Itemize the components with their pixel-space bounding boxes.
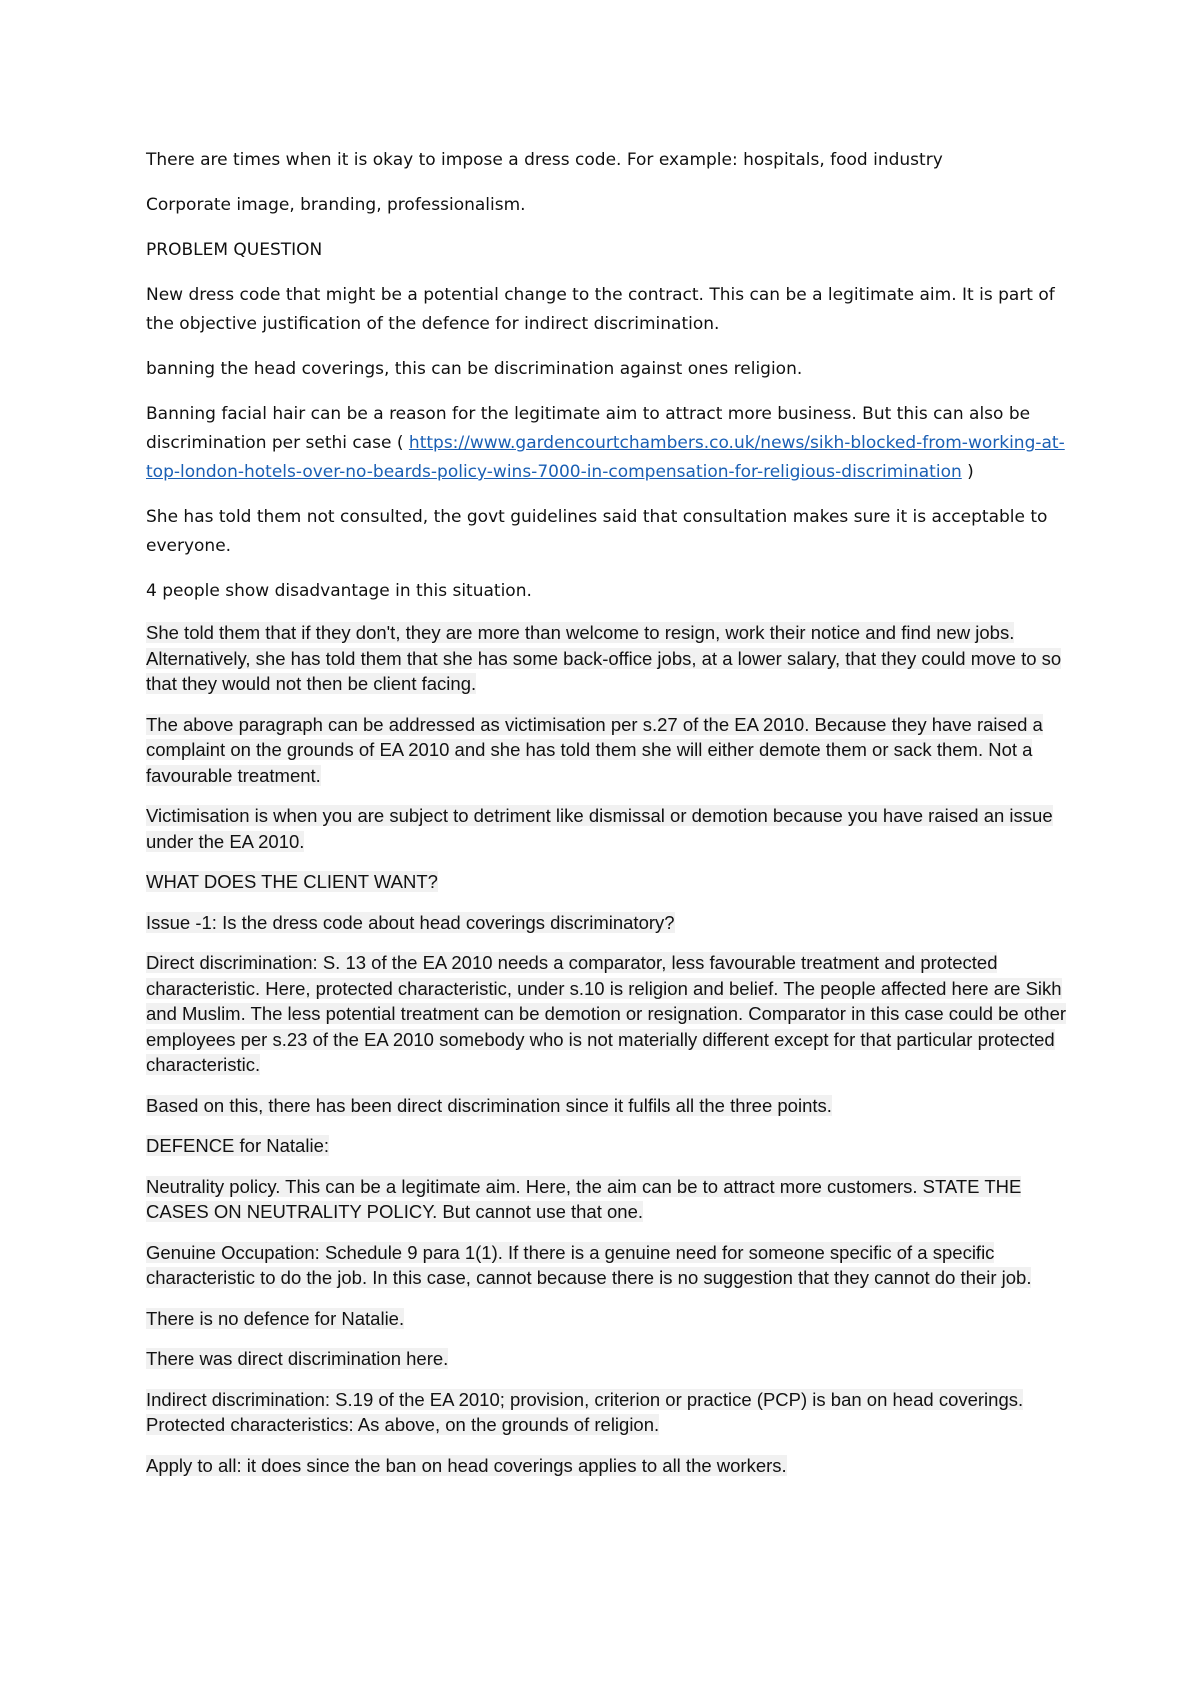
paragraph-genuine-occupation xyxy=(146,1240,1066,1291)
resign-option-text: She told them that if they don't, they are more than welcome to resign, work their notice and find new jobs. Alternatively, she has told them that she has some back-office jobs, at a lower salary, that they could move to so that they would not then be client facing. xyxy=(146,622,1062,694)
neutrality-policy-text: Neutrality policy. This can be a legitimate aim. Here, the aim can be to attract more customers. STATE THE CASES ON NEUTRALITY POLICY. But cannot use that one. xyxy=(146,1175,1022,1222)
apply-to-all-text: Apply to all: it does since the ban on head coverings applies to all the workers. xyxy=(146,1454,787,1476)
direct-discrimination-here-text: There was direct discrimination here. xyxy=(146,1348,449,1369)
heading-defence xyxy=(146,1133,1066,1159)
facial-hair-text: Banning facial hair can be a reason for the legitimate aim to attract more business. But this can also be discrimination per sethi case ( xyxy=(146,404,1031,453)
defence-heading-text: DEFENCE for Natalie: xyxy=(146,1135,329,1156)
paragraph-resign-option xyxy=(146,620,1066,697)
document-body xyxy=(146,146,1066,1478)
paragraph-corporate-image: Corporate image, branding, professionalism. xyxy=(146,195,526,215)
genuine-occupation-text: Genuine Occupation: Schedule 9 para 1(1). If there is a genuine need for someone specific of a specific characteristic to do the job. In this case, cannot because there is no suggestion that they cannot do their job. xyxy=(146,1241,1032,1288)
no-defence-text: There is no defence for Natalie. xyxy=(146,1307,405,1329)
facial-hair-closing: ) xyxy=(961,462,974,482)
direct-conclusion-text: Based on this, there has been direct discrimination since it fulfils all the three points. xyxy=(146,1094,832,1116)
direct-discrimination-text: Direct discrimination: S. 13 of the EA 2010 needs a comparator, less favourable treatment and protected characteristic. Here, protected characteristic, under s.10 is religion and belief. The people affected here are Sikh and Muslim. The less potential treatment can be demotion or resignation. Comparator in this case could be other employees per s.23 of the EA 2010 somebody who is not materially different except for that particular protected characteristic. xyxy=(146,952,1067,1075)
paragraph-not-consulted: She has told them not consulted, the govt guidelines said that consultation makes sure it is acceptable to everyone. xyxy=(146,507,1048,556)
issue-1-text: Issue -1: Is the dress code about head coverings discriminatory? xyxy=(146,911,675,933)
paragraph-victimisation-s27 xyxy=(146,712,1066,789)
paragraph-disadvantage: 4 people show disadvantage in this situation. xyxy=(146,581,532,601)
paragraph-facial-hair xyxy=(146,400,1066,487)
victimisation-definition-text: Victimisation is when you are subject to detriment like dismissal or demotion because you have raised an issue under the EA 2010. xyxy=(146,805,1053,852)
paragraph-dress-code-intro: There are times when it is okay to impose a dress code. For example: hospitals, food industry xyxy=(146,150,943,170)
paragraph-indirect-discrimination xyxy=(146,1387,1066,1438)
paragraph-victimisation-definition xyxy=(146,803,1066,854)
heading-issue-1 xyxy=(146,910,1066,936)
paragraph-apply-to-all xyxy=(146,1453,1066,1479)
paragraph-no-defence xyxy=(146,1306,1066,1332)
heading-problem-question: PROBLEM QUESTION xyxy=(146,240,323,260)
victimisation-s27-text: The above paragraph can be addressed as victimisation per s.27 of the EA 2010. Because they have raised a complaint on the grounds of EA 2010 and she has told them she will either demote them or sack them. Not a favourable treatment. xyxy=(146,713,1043,786)
indirect-discrimination-text: Indirect discrimination: S.19 of the EA 2010; provision, criterion or practice (PCP) is ban on head coverings. Protected characteristics: As above, on the grounds of religion. xyxy=(146,1388,1024,1435)
paragraph-new-dress-code: New dress code that might be a potential change to the contract. This can be a legitimate aim. It is part of the objective justification of the defence for indirect discrimination. xyxy=(146,285,1055,334)
paragraph-direct-discrimination-here xyxy=(146,1346,1066,1372)
paragraph-neutrality-policy xyxy=(146,1174,1066,1225)
heading-client-want xyxy=(146,869,1066,895)
paragraph-direct-conclusion xyxy=(146,1093,1066,1119)
sethi-case-link[interactable]: https://www.gardencourtchambers.co.uk/news/sikh-blocked-from-working-at-top-london-hotels-over-no-beards-policy-wins-7000-in-compensation-for-religious-discrimination xyxy=(146,433,1065,482)
client-want-text: WHAT DOES THE CLIENT WANT? xyxy=(146,871,438,892)
paragraph-head-coverings: banning the head coverings, this can be discrimination against ones religion. xyxy=(146,359,803,379)
paragraph-direct-discrimination xyxy=(146,950,1066,1078)
